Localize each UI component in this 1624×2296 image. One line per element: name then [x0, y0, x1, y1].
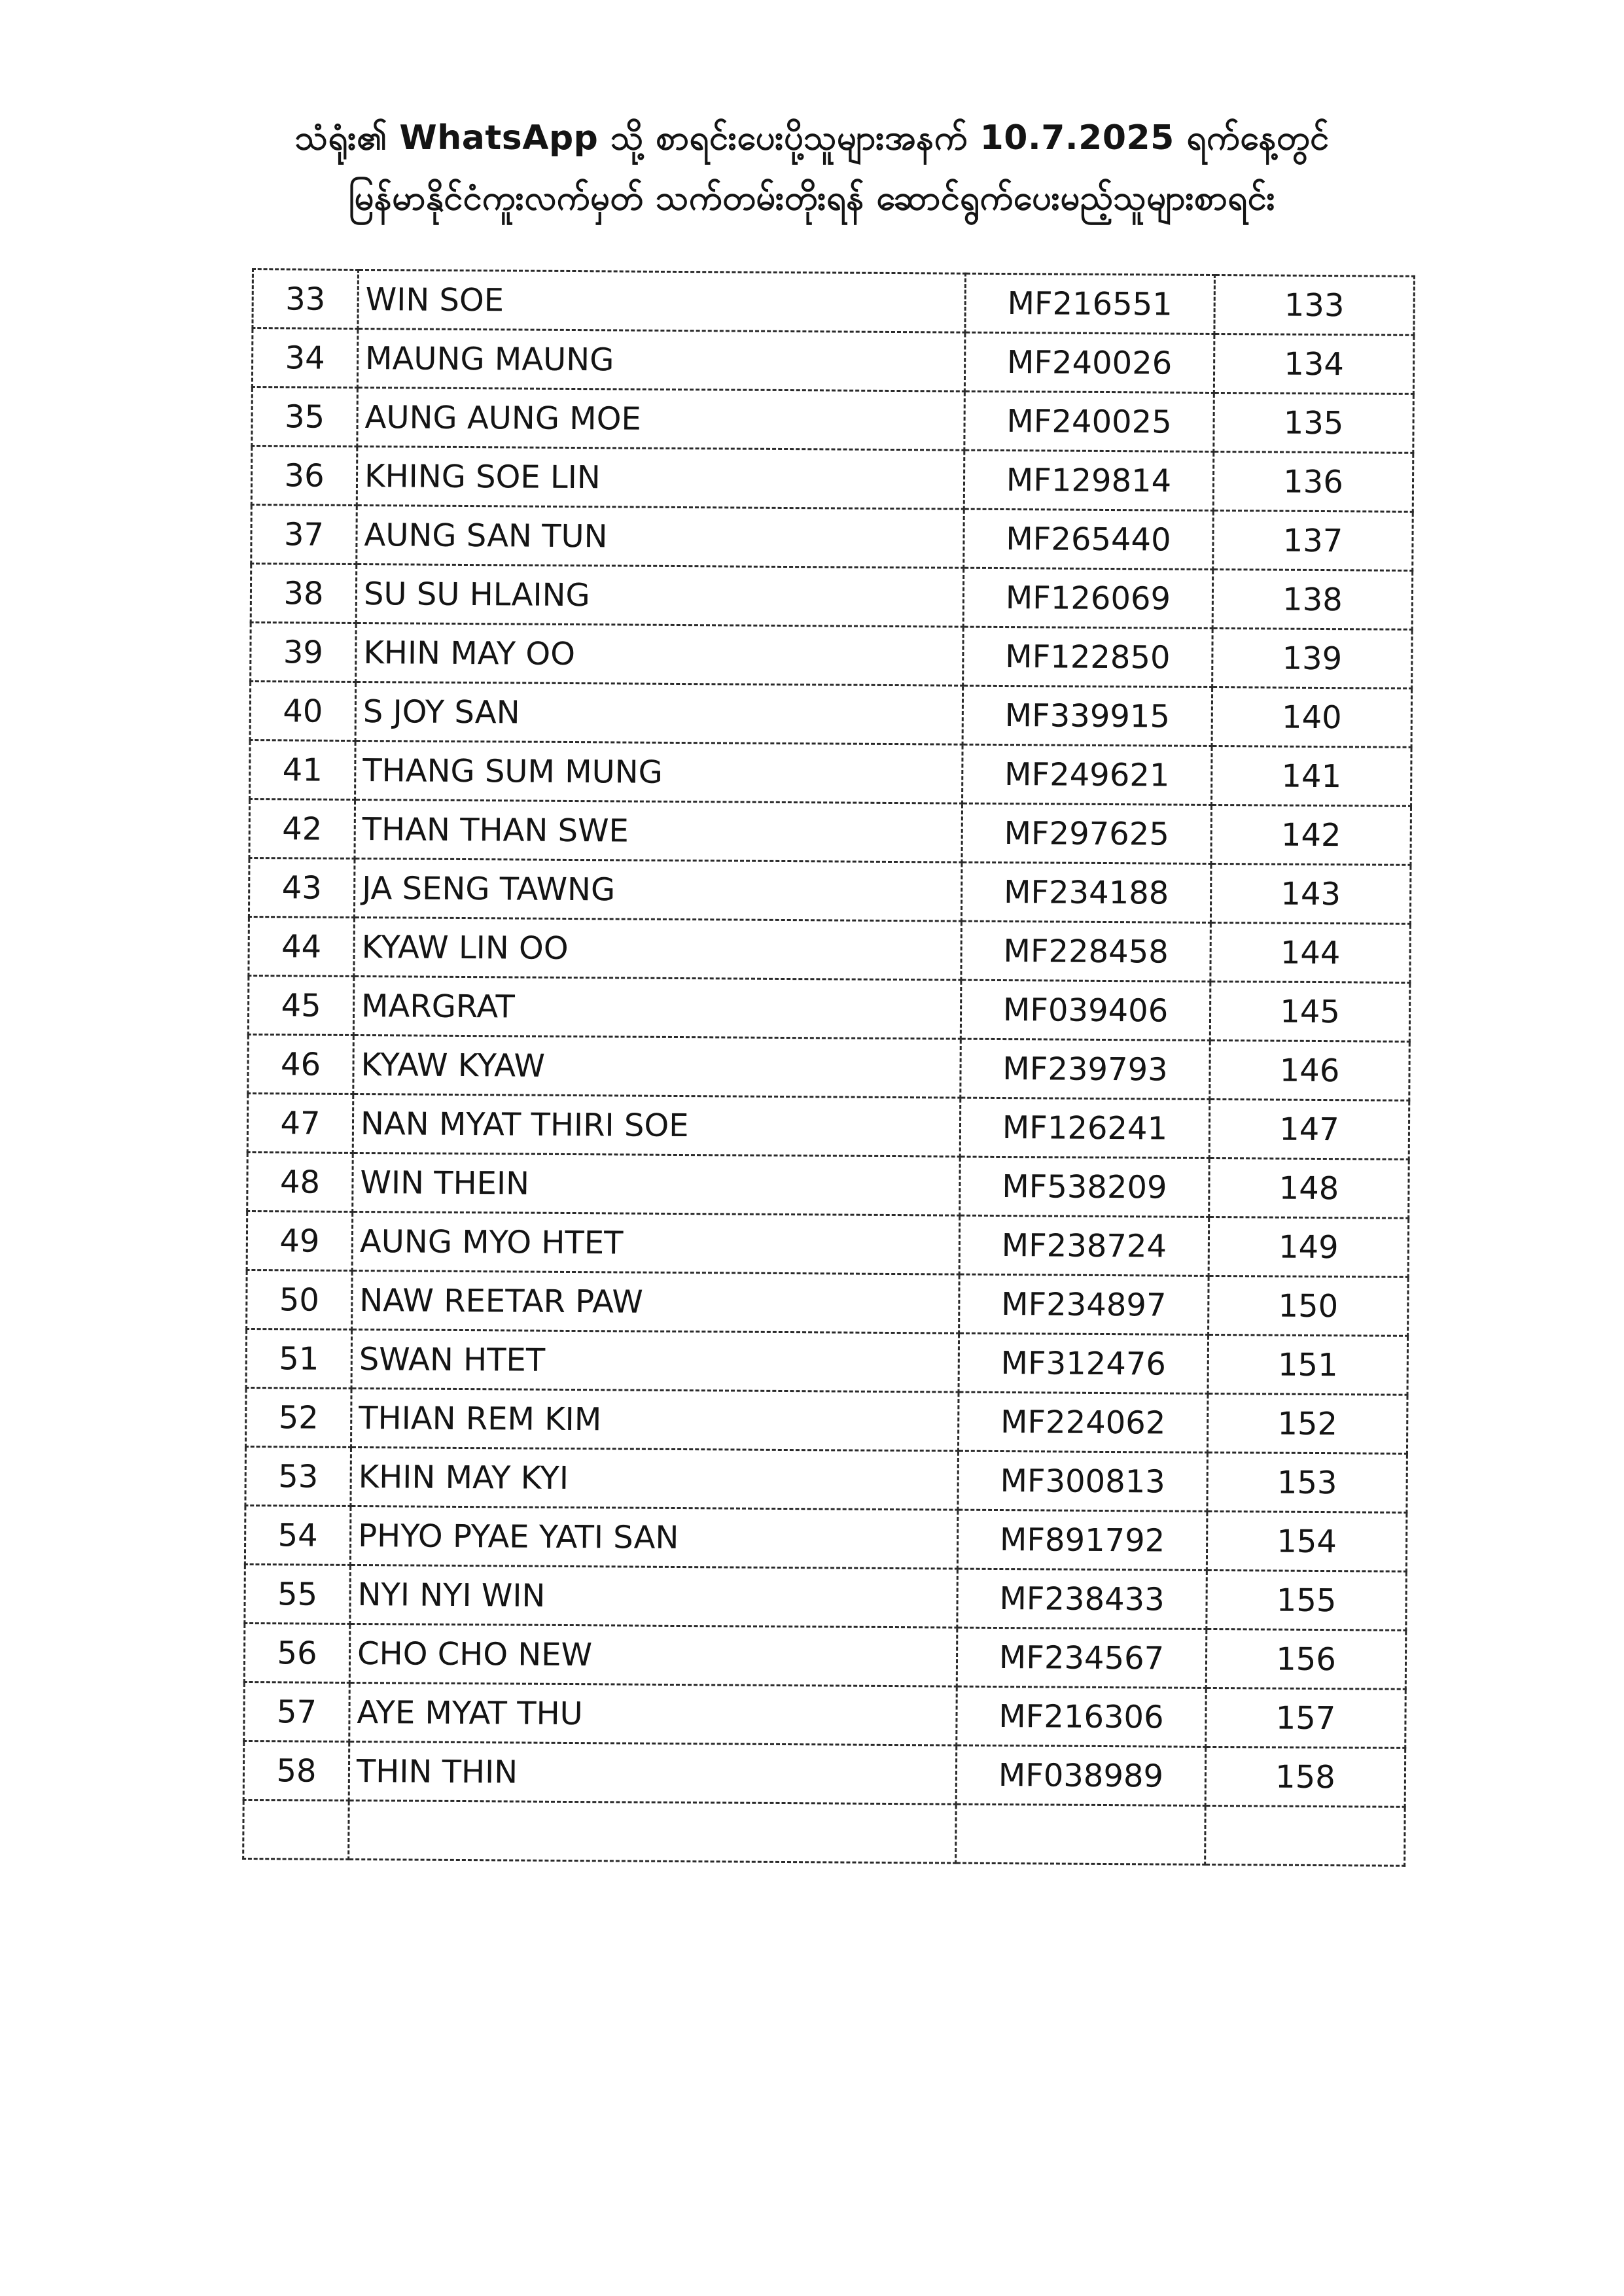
row-number: 45 — [281, 986, 321, 1024]
row-name-cell — [358, 270, 966, 332]
row-passport-id-cell — [963, 568, 1213, 628]
row-number-cell — [250, 740, 356, 799]
row-sequence-number: 150 — [1278, 1287, 1339, 1325]
row-name: JA SENG TAWNG — [362, 869, 616, 908]
row-name: NAW REETAR PAW — [359, 1281, 643, 1321]
row-sequence-number: 135 — [1283, 404, 1344, 442]
row-passport-id: MF126241 — [1002, 1109, 1168, 1147]
row-passport-id: MF238724 — [1001, 1226, 1167, 1265]
row-passport-id: MF228458 — [1003, 932, 1169, 971]
row-sequence-number-cell — [1209, 1158, 1409, 1218]
row-sequence-number: 146 — [1279, 1052, 1340, 1089]
row-name-cell — [357, 505, 964, 568]
row-passport-id-cell — [959, 1215, 1209, 1276]
row-number: 39 — [283, 633, 324, 671]
row-name: THAN THAN SWE — [362, 810, 629, 850]
row-name: NAN MYAT THIRI SOE — [360, 1105, 689, 1144]
row-sequence-number: 156 — [1276, 1641, 1337, 1678]
row-number: 58 — [276, 1752, 317, 1790]
row-sequence-number-cell — [1205, 1805, 1405, 1866]
row-sequence-number: 147 — [1279, 1111, 1339, 1148]
row-name-cell — [351, 1329, 959, 1392]
row-number-cell — [248, 975, 354, 1035]
row-number-cell — [250, 681, 356, 740]
row-passport-id: MF249621 — [1004, 756, 1170, 794]
row-name-cell — [357, 328, 965, 391]
row-number: 40 — [283, 692, 323, 730]
row-name: NYI NYI WIN — [357, 1576, 546, 1614]
row-sequence-number-cell — [1209, 1217, 1409, 1277]
table-row — [246, 1329, 1408, 1395]
row-sequence-number-cell — [1212, 746, 1412, 806]
row-number: 53 — [278, 1457, 319, 1495]
row-number-cell — [245, 1387, 351, 1447]
row-sequence-number-cell — [1212, 687, 1412, 747]
row-number: 47 — [280, 1104, 321, 1142]
row-name-cell — [357, 387, 965, 450]
row-number: 42 — [282, 810, 323, 848]
row-passport-id: MF126069 — [1005, 579, 1171, 617]
row-passport-id-cell — [962, 686, 1212, 746]
row-passport-id: MF216306 — [998, 1697, 1164, 1736]
row-name-cell — [352, 1211, 960, 1274]
row-sequence-number-cell — [1206, 1629, 1406, 1689]
document-title-line-1: သံရုံး၏ WhatsApp သို့ စာရင်းပေးပို့သူများအနက် 10.7.2025 ရက်နေ့တွင် — [294, 118, 1330, 158]
table-row — [251, 622, 1413, 688]
row-sequence-number-cell — [1214, 392, 1414, 453]
row-name: PHYO PYAE YATI SAN — [357, 1517, 679, 1556]
table-row — [251, 446, 1413, 512]
row-sequence-number-cell — [1212, 628, 1413, 688]
row-number-cell — [247, 1093, 353, 1153]
row-number-cell — [248, 1034, 354, 1094]
row-name: KHIN MAY OO — [363, 634, 576, 672]
row-number-cell — [249, 799, 355, 858]
row-passport-id-cell — [964, 391, 1214, 451]
row-number: 36 — [284, 457, 325, 495]
row-name: WIN THEIN — [360, 1164, 530, 1202]
row-passport-id-cell — [962, 803, 1212, 863]
row-number: 46 — [280, 1045, 321, 1083]
row-number: 49 — [279, 1222, 320, 1260]
row-sequence-number-cell — [1207, 1511, 1407, 1571]
row-name-cell — [354, 917, 962, 980]
table-row — [249, 916, 1411, 983]
row-passport-id: MF234567 — [998, 1639, 1165, 1677]
row-passport-id-cell — [961, 1039, 1210, 1099]
row-passport-id: MF339915 — [1004, 697, 1171, 735]
row-passport-id-cell — [964, 332, 1214, 392]
row-passport-id: MF538209 — [1002, 1168, 1167, 1206]
row-number-cell — [253, 270, 359, 329]
row-sequence-number-cell — [1212, 569, 1413, 629]
row-sequence-number: 148 — [1279, 1170, 1339, 1207]
row-sequence-number: 138 — [1282, 581, 1343, 618]
row-sequence-number: 158 — [1275, 1758, 1335, 1796]
row-name-cell — [354, 858, 962, 921]
row-passport-id: MF312476 — [1000, 1344, 1167, 1383]
row-name-cell — [349, 1624, 957, 1686]
row-sequence-number-cell — [1206, 1688, 1406, 1748]
row-passport-id: MF238433 — [999, 1580, 1165, 1618]
row-number: 34 — [285, 339, 325, 377]
row-name: AUNG SAN TUN — [364, 516, 608, 555]
row-passport-id-cell — [965, 273, 1215, 334]
table-row — [244, 1623, 1406, 1689]
table-row — [244, 1682, 1406, 1748]
row-sequence-number: 151 — [1277, 1346, 1338, 1383]
row-passport-id: MF234897 — [1001, 1285, 1167, 1324]
row-number: 37 — [283, 515, 325, 553]
table-row — [247, 1270, 1409, 1336]
row-number-cell — [251, 622, 357, 682]
row-name-cell — [353, 1035, 961, 1098]
passport-list-table — [242, 268, 1415, 1867]
row-number: 55 — [277, 1575, 318, 1613]
table-row — [245, 1446, 1407, 1512]
row-name: MARGRAT — [361, 987, 515, 1025]
row-sequence-number: 140 — [1281, 699, 1342, 736]
row-passport-id-cell — [957, 1627, 1207, 1688]
table-row — [247, 1211, 1409, 1277]
row-sequence-number-cell — [1214, 275, 1415, 335]
row-sequence-number: 143 — [1280, 875, 1341, 913]
row-name: SU SU HLAING — [363, 575, 590, 614]
row-name: AUNG AUNG MOE — [364, 398, 641, 438]
row-passport-id: MF239793 — [1002, 1050, 1168, 1088]
row-name-cell — [349, 1741, 957, 1804]
row-number-cell — [244, 1623, 350, 1682]
row-name-cell — [355, 682, 963, 744]
row-name-cell — [353, 976, 961, 1039]
row-name: KHING SOE LIN — [364, 457, 601, 496]
row-passport-id-cell — [964, 509, 1214, 569]
table-row — [245, 1564, 1407, 1630]
table-row — [245, 1505, 1407, 1571]
row-passport-id-cell — [956, 1745, 1206, 1805]
table-row — [252, 387, 1414, 453]
row-name: AYE MYAT THU — [357, 1694, 583, 1732]
row-sequence-number-cell — [1210, 1040, 1410, 1100]
row-number: 52 — [278, 1399, 319, 1436]
row-name-cell — [351, 1388, 959, 1451]
row-name-cell — [351, 1447, 959, 1510]
row-sequence-number: 133 — [1284, 287, 1345, 324]
row-passport-id-cell — [959, 1333, 1209, 1393]
row-number-cell — [244, 1682, 350, 1741]
row-number: 35 — [284, 398, 325, 436]
row-sequence-number-cell — [1210, 863, 1411, 924]
table-row — [249, 858, 1411, 924]
row-number: 50 — [279, 1281, 320, 1319]
row-number: 33 — [285, 280, 326, 318]
row-sequence-number: 154 — [1277, 1523, 1337, 1560]
row-number: 48 — [279, 1163, 321, 1201]
row-passport-id-cell — [961, 980, 1210, 1040]
row-name-cell — [349, 1800, 957, 1863]
table-row — [248, 1034, 1410, 1100]
row-sequence-number: 137 — [1282, 522, 1343, 559]
row-passport-id: MF297625 — [1004, 814, 1170, 853]
row-sequence-number-cell — [1210, 922, 1411, 983]
row-number: 38 — [283, 574, 324, 612]
row-name: THANG SUM MUNG — [362, 752, 663, 791]
row-sequence-number-cell — [1209, 1276, 1409, 1336]
row-name: AUNG MYO HTET — [359, 1223, 624, 1261]
row-name-cell — [357, 446, 964, 509]
row-passport-id: MF224062 — [1000, 1403, 1166, 1442]
row-number-cell — [249, 916, 355, 976]
row-sequence-number: 153 — [1277, 1464, 1337, 1501]
row-sequence-number-cell — [1214, 334, 1414, 394]
table-row — [243, 1741, 1405, 1807]
row-sequence-number-cell — [1211, 805, 1411, 865]
row-number: 51 — [279, 1340, 319, 1378]
row-name: THIN THIN — [356, 1752, 518, 1791]
row-name-cell — [352, 1270, 960, 1333]
row-number-cell — [243, 1800, 349, 1859]
row-number-cell — [245, 1446, 351, 1506]
row-sequence-number: 134 — [1284, 345, 1345, 383]
row-name: S JOY SAN — [362, 693, 520, 731]
row-sequence-number: 155 — [1276, 1582, 1337, 1619]
row-name: KYAW KYAW — [361, 1046, 546, 1085]
row-number-cell — [249, 858, 355, 917]
row-number-cell — [251, 564, 357, 623]
row-number-cell — [252, 328, 358, 388]
row-passport-id-cell — [958, 1392, 1208, 1452]
row-sequence-number-cell — [1207, 1570, 1407, 1630]
row-passport-id: MF234188 — [1003, 873, 1169, 912]
row-sequence-number: 141 — [1281, 757, 1342, 795]
row-passport-id-cell — [957, 1686, 1207, 1747]
row-name-cell — [355, 740, 963, 803]
row-number-cell — [247, 1211, 353, 1270]
table-row — [253, 270, 1415, 336]
row-sequence-number: 149 — [1278, 1228, 1339, 1266]
row-sequence-number-cell — [1210, 981, 1410, 1041]
row-number-cell — [245, 1564, 351, 1624]
table-row — [248, 975, 1410, 1041]
row-number: 56 — [277, 1634, 317, 1672]
row-name: SWAN HTET — [359, 1340, 546, 1379]
row-number-cell — [247, 1270, 353, 1329]
row-number-cell — [251, 505, 357, 565]
row-passport-id: MF038989 — [998, 1756, 1164, 1795]
row-passport-id-cell — [960, 1098, 1210, 1158]
row-passport-id: MF039406 — [1002, 991, 1169, 1030]
row-passport-id: MF122850 — [1005, 638, 1171, 676]
row-passport-id-cell — [957, 1510, 1207, 1570]
row-name: WIN SOE — [365, 281, 504, 319]
row-number: 57 — [276, 1693, 317, 1731]
row-passport-id: MF216551 — [1007, 285, 1173, 323]
table-body — [243, 270, 1415, 1866]
row-number-cell — [251, 446, 357, 506]
row-passport-id-cell — [959, 1274, 1209, 1334]
row-sequence-number: 139 — [1282, 640, 1343, 677]
row-passport-id-cell — [958, 1451, 1208, 1511]
row-sequence-number: 157 — [1275, 1699, 1336, 1737]
row-passport-id-cell — [961, 921, 1211, 981]
row-number: 41 — [282, 751, 323, 789]
row-name: MAUNG MAUNG — [364, 339, 614, 378]
row-name-cell — [350, 1565, 958, 1627]
row-passport-id: MF240025 — [1006, 402, 1172, 441]
row-sequence-number-cell — [1207, 1393, 1407, 1453]
row-passport-id-cell — [962, 744, 1212, 805]
row-sequence-number-cell — [1209, 1099, 1409, 1159]
table-row — [247, 1093, 1409, 1159]
row-number: 44 — [281, 928, 322, 965]
row-name-cell — [349, 1682, 957, 1745]
row-number: 43 — [281, 869, 322, 907]
table-row — [247, 1152, 1409, 1218]
row-sequence-number: 152 — [1277, 1405, 1338, 1442]
row-number: 54 — [277, 1516, 318, 1554]
row-sequence-number: 142 — [1280, 816, 1341, 854]
row-passport-id: MF300813 — [1000, 1462, 1165, 1501]
row-number-cell — [246, 1329, 352, 1388]
row-name-cell — [355, 799, 962, 862]
row-name-cell — [356, 623, 964, 686]
row-sequence-number: 136 — [1283, 463, 1344, 500]
row-sequence-number: 144 — [1280, 934, 1341, 971]
table-row — [245, 1387, 1407, 1453]
table-row — [250, 681, 1412, 747]
row-sequence-number-cell — [1205, 1747, 1405, 1807]
row-number-cell — [243, 1741, 349, 1800]
row-passport-id: MF891792 — [999, 1521, 1165, 1559]
row-sequence-number-cell — [1208, 1334, 1408, 1395]
row-sequence-number-cell — [1207, 1452, 1407, 1512]
row-number-cell — [245, 1505, 351, 1565]
document-title-line-2: မြန်မာနိုင်ငံကူးလက်မှတ် သက်တမ်းတိုးရန် ဆောင်ရွက်ပေးမည့်သူများစာရင်း — [348, 179, 1276, 218]
row-passport-id-cell — [960, 1157, 1210, 1217]
row-name-cell — [350, 1506, 958, 1569]
table-row — [249, 799, 1411, 865]
row-passport-id: MF265440 — [1006, 520, 1171, 559]
row-name: CHO CHO NEW — [357, 1635, 593, 1673]
row-passport-id-cell — [961, 862, 1211, 922]
table-row — [250, 740, 1412, 806]
row-passport-id: MF240026 — [1006, 343, 1173, 382]
table-row — [251, 505, 1413, 571]
row-passport-id-cell — [963, 627, 1213, 687]
row-number-cell — [247, 1152, 353, 1211]
row-passport-id-cell — [957, 1569, 1207, 1629]
row-name-cell — [356, 564, 964, 627]
row-sequence-number: 145 — [1280, 993, 1341, 1030]
row-name: THIAN REM KIM — [359, 1399, 602, 1438]
row-sequence-number-cell — [1213, 510, 1413, 570]
row-passport-id-cell — [956, 1804, 1206, 1864]
row-name-cell — [353, 1094, 961, 1157]
row-passport-id-cell — [964, 450, 1214, 510]
row-number-cell — [252, 387, 358, 447]
row-sequence-number-cell — [1213, 451, 1413, 512]
table-row — [252, 328, 1414, 394]
row-name: KHIN MAY KYI — [358, 1458, 569, 1497]
row-name-cell — [353, 1153, 961, 1215]
row-name: KYAW LIN OO — [361, 928, 569, 967]
table-row — [243, 1800, 1405, 1866]
table-row — [251, 564, 1413, 630]
row-passport-id: MF129814 — [1006, 461, 1172, 500]
